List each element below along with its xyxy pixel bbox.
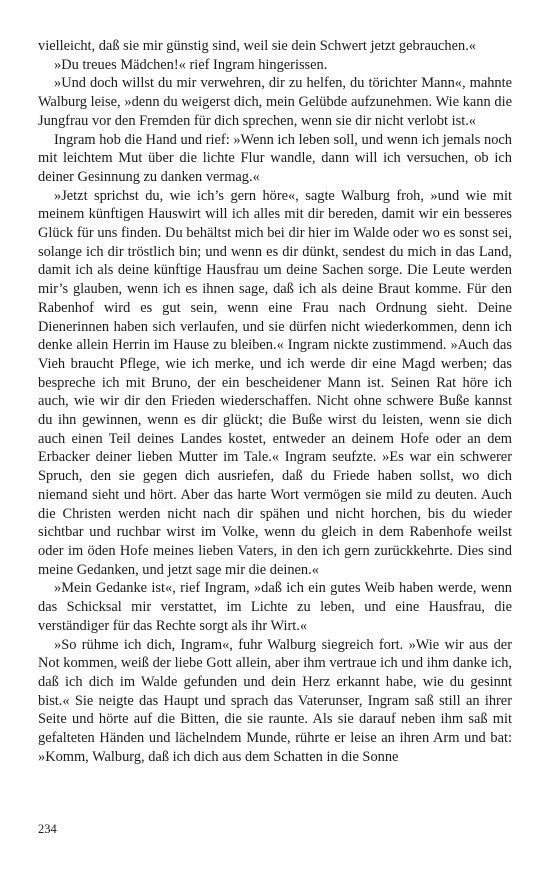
page-number: 234 — [38, 822, 57, 836]
book-page-text — [38, 37, 512, 766]
paragraph: »Jetzt sprichst du, wie ich’s gern höre«, sagte Walburg froh, »und wie mit meinem künftigen Hauswirt will ich alles mit dir bereden, damit wir ein besseres Glück für uns finden. Du behältst mich bei dir hier im Walde oder wo es sonst sei, solange ich dir tröstlich bin; und wenn es dir dünkt, sendest du mich in das Land, damit ich als deine künftige Hausfrau um deine Sachen sorge. Die Leute werden mir’s glauben, wenn ich es ihnen sage, daß ich als deine Braut komme. Für den Rabenhof wird es gut sein, wenn eine Frau nach Ordnung sieht. Deine Dienerinnen haben sich verlaufen, und sie dürfen nicht wiederkommen, denn ich denke allein Herrin im Hause zu bleiben.« Ingram nickte zustimmend. »Auch das Vieh braucht Pflege, wie ich merke, und ich werde dir eine Magd werben; das bespreche ich mit Bruno, der ein bescheidener Mann ist. Seinen Rat höre ich auch, wie wir dir den Frieden wiederschaffen. Nicht ohne schwere Buße kannst du ihn gewinnen, wenn es dir glückt; die Buße wirst du leisten, wenn sie dich auch einen Teil deines Landes kostet, entweder an deinem Hofe oder an dem Erbacker deiner lieben Mutter im Tale.« Ingram seufzte. »Es war ein schwerer Spruch, den sie gegen dich ausriefen, daß du Friede haben sollst, wo dich niemand sieht und hört. Aber das harte Wort vermögen sie mild zu deuten. Auch die Christen werden nicht nach dir spähen und nicht horchen, bis du wieder sichtbar und ruchbar wirst im Volke, wenn du gleich in dem Rabenhofe weilst oder im öden Hofe meines lieben Vaters, in den ich gern zurückkehrte. Dies sind meine Gedanken, und jetzt sage mir die deinen.« — [38, 187, 512, 578]
paragraph: Ingram hob die Hand und rief: »Wenn ich leben soll, und wenn ich jemals noch mit leichtem Mut über die lichte Flur wandle, dann will ich versuchen, ob ich deiner Gesinnung zu danken vermag.« — [38, 131, 512, 185]
paragraph: »Mein Gedanke ist«, rief Ingram, »daß ich ein gutes Weib haben werde, wenn das Schicksal mir verstattet, im Lichte zu leben, und eine Hausfrau, die verständiger für das Rechte sorgt als ihr Wirt.« — [38, 580, 512, 634]
paragraph: »Du treues Mädchen!« rief Ingram hingerissen. — [54, 56, 328, 73]
paragraph-continuation: vielleicht, daß sie mir günstig sind, weil sie dein Schwert jetzt gebrauchen.« — [38, 38, 477, 54]
paragraph: »So rühme ich dich, Ingram«, fuhr Walburg siegreich fort. »Wie wir aus der Not kommen, weiß der liebe Gott allein, aber ihm vertraue ich und ihm danke ich, daß ich dich im Walde gefunden und dein Herz erkannt habe, wie du gesinnt bist.« Sie neigte das Haupt und sprach das Vaterunser, Ingram saß still an ihrer Seite und hörte auf die Bitten, die sie raunte. Als sie darauf neben ihm saß mit gefalteten Händen und lächelndem Munde, rührte er leise an ihren Arm und bat: »Komm, Walburg, daß ich dich aus dem Schatten in die Sonne — [38, 636, 512, 765]
paragraph: »Und doch willst du mir verwehren, dir zu helfen, du törichter Mann«, mahnte Walburg leise, »denn du weigerst dich, mein Gelübde aufzunehmen. Wie kann die Jungfrau vor den Fremden für dich sprechen, wenn sie dir nicht verlobt ist.« — [38, 75, 512, 129]
